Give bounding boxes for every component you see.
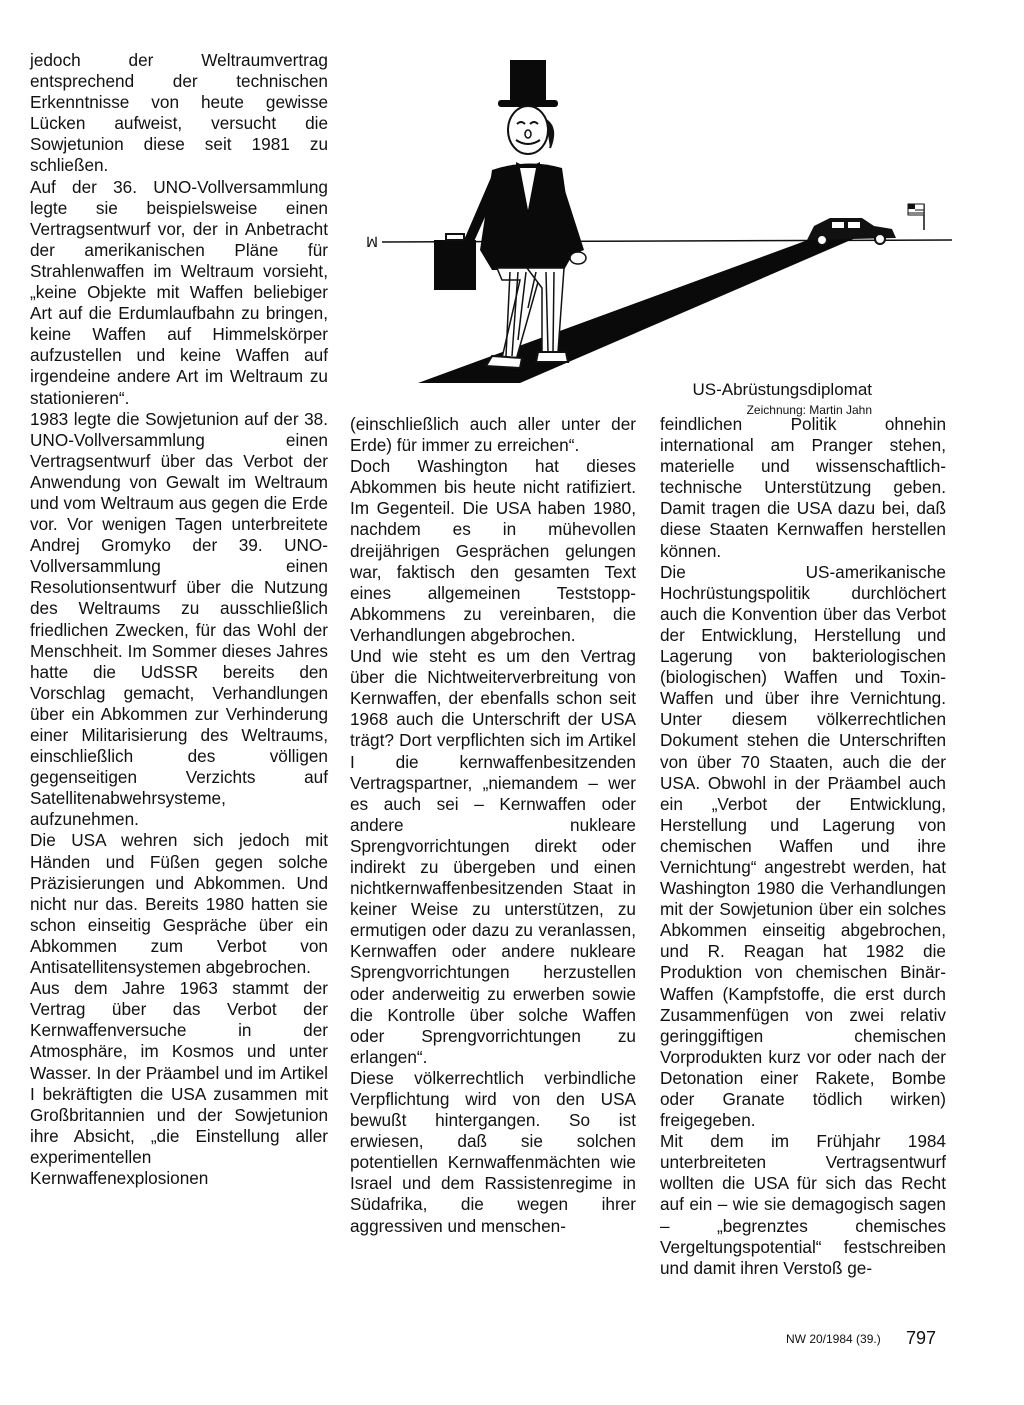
caption-credit: Zeichnung: Martin Jahn (746, 403, 872, 417)
page-number: 797 (906, 1328, 937, 1348)
paragraph: Und wie steht es um den Vertrag über die Nichtweiterverbreitung von Kernwaffen, der ebenfalls schon seit 1968 auch die Unterschrift der USA trägt? Dort verpflichten sich im Artikel I die kernwaffenbesitzenden Vertragspartner, „niemandem – wer es auch sei – Kernwaffen oder andere nukleare Sprengvorrichtungen direkt oder indirekt zu übergeben und einen nichtkernwaffenbesitzenden Staat in keiner Weise zu unterstützen, zu ermutigen oder dazu zu veranlassen, Kernwaffen oder andere nukleare Sprengvorrichtungen herzustellen oder anderweitig zu erwerben sowie die Kontrolle über solche Waffen oder Sprengvorrichtungen zu erlangen“. (350, 646, 636, 1067)
paragraph: jedoch der Weltraumvertrag entsprechend der technischen Erkenntnisse von heute gewisse Lücken aufweist, versucht die Sowjetunion diese seit 1981 zu schließen. (30, 50, 328, 176)
paragraph: Doch Washington hat dieses Abkommen bis heute nicht ratifiziert. Im Gegenteil. Die USA haben 1980, nachdem es in mühevollen dreijährigen Gesprächen gelungen war, faktisch den gesamten Text eines allgemeinen Teststopp-Abkommens zu vereinbaren, die Verhandlungen abgebrochen. (350, 456, 636, 645)
paragraph: Diese völkerrechtlich verbindliche Verpflichtung wird von den USA bewußt hintergangen. So ist erwiesen, daß sie solchen potentiellen Kernwaffenmächten wie Israel und dem Rassistenregime in Südafrika, die wegen ihrer aggressiven und menschen- (350, 1067, 636, 1236)
paragraph: Auf der 36. UNO-Vollversammlung legte sie beispielsweise einen Vertragsentwurf vor, der in Anbetracht der amerikanischen Pläne für Strahlenwaffen im Weltraum vorsieht, „keine Objekte mit Waffen beliebiger Art auf die Erdumlaufbahn zu bringen, keine Waffen auf Himmelskörper aufzustellen und keine Waffen auf irgendeine andere Art im Weltraum zu stationieren“. (30, 176, 328, 408)
paragraph: Aus dem Jahre 1963 stammt der Vertrag über das Verbot der Kernwaffenversuche in der Atmosphäre, im Kosmos und unter Wasser. In der Präambel und im Artikel I bekräftigten die USA zusammen mit Großbritannien und der Sowjetunion ihre Absicht, „die Einstellung aller experimentellen Kernwaffenexplosionen (30, 978, 328, 1188)
paragraph: Mit dem im Frühjahr 1984 unterbreiteten Vertragsentwurf wollten die USA für sich das Recht auf ein – wie sie demagogisch sagen – „begrenztes chemisches Vergeltungspotential“ festschreiben und damit ihren Verstoß ge- (660, 1131, 946, 1278)
paragraph: 1983 legte die Sowjetunion auf der 38. UNO-Vollversammlung einen Vertragsentwurf über das Verbot der Anwendung von Gewalt im Weltraum und vom Weltraum aus gegen die Erde vor. Vor wenigen Tagen unterbreitete Andrej Gromyko der 39. UNO-Vollversammlung einen Resolutionsentwurf über die Nutzung des Weltraums zu ausschließlich friedlichen Zwecken, für das Wohl der Menschheit. Im Sommer dieses Jahres hatte die UdSSR bereits den Vorschlag gemacht, Verhandlungen über ein Abkommen zur Verhinderung einer Militarisierung des Weltraums, einschließlich des völligen gegenseitigen Verzichts auf Satellitenabwehrsysteme, aufzunehmen. (30, 408, 328, 830)
issue-label: NW 20/1984 (39.) (786, 1332, 881, 1346)
diplomat-figure (434, 60, 586, 368)
cartoon-illustration (352, 40, 952, 417)
text-column-1 (30, 50, 328, 1189)
paragraph: (einschließlich auch aller unter der Erde) für immer zu erreichen“. (350, 414, 636, 456)
us-flag-icon (908, 204, 924, 230)
artist-signature-icon: ꟽ (366, 236, 379, 251)
text-column-3 (660, 414, 946, 1279)
paragraph: Die US-amerikanische Hochrüstungspolitik durchlöchert auch die Konvention über das Verbot der Entwicklung, Herstellung und Lagerung von bakteriologischen (biologischen) Waffen und Toxin-Waffen und über ihre Vernichtung. Unter diesem völkerrechtlichen Dokument stehen die Unterschriften von über 70 Staaten, auch die der USA. Obwohl in der Präambel auch ein „Verbot der Entwicklung, Herstellung und Lagerung von chemischen Waffen und ihre Vernichtung“ angestrebt werden, hat Washington 1980 die Verhandlungen mit der Sowjetunion über ein solches Abkommen einseitig abgebrochen, und R. Reagan hat 1982 die Produktion von chemischen Binär-Waffen (Kampfstoffe, die erst durch Zusammenfügen von zwei relativ geringgiftigen chemischen Vorprodukten kurz vor oder nach der Detonation einer Rakete, Bombe oder Granate tödlich wirken) freigegeben. (660, 561, 946, 1131)
illustration-caption (692, 380, 872, 418)
paragraph: Die USA wehren sich jedoch mit Händen und Füßen gegen solche Präzisierungen und Abkommen. Und nicht nur das. Bereits 1980 hatten sie schon einseitig Gespräche über ein Abkommen zum Verbot von Antisatellitensystemen abgebrochen. (30, 830, 328, 978)
caption-title: US-Abrüstungsdiplomat (692, 380, 872, 399)
cartoon-drawing (352, 40, 952, 400)
paragraph: feindlichen Politik ohnehin international am Pranger stehen, materielle und wissenschaftlich-technische Unterstützung geben. Damit tragen die USA dazu bei, daß diese Staaten Kernwaffen herstellen können. (660, 414, 946, 561)
text-column-2 (350, 414, 636, 1237)
